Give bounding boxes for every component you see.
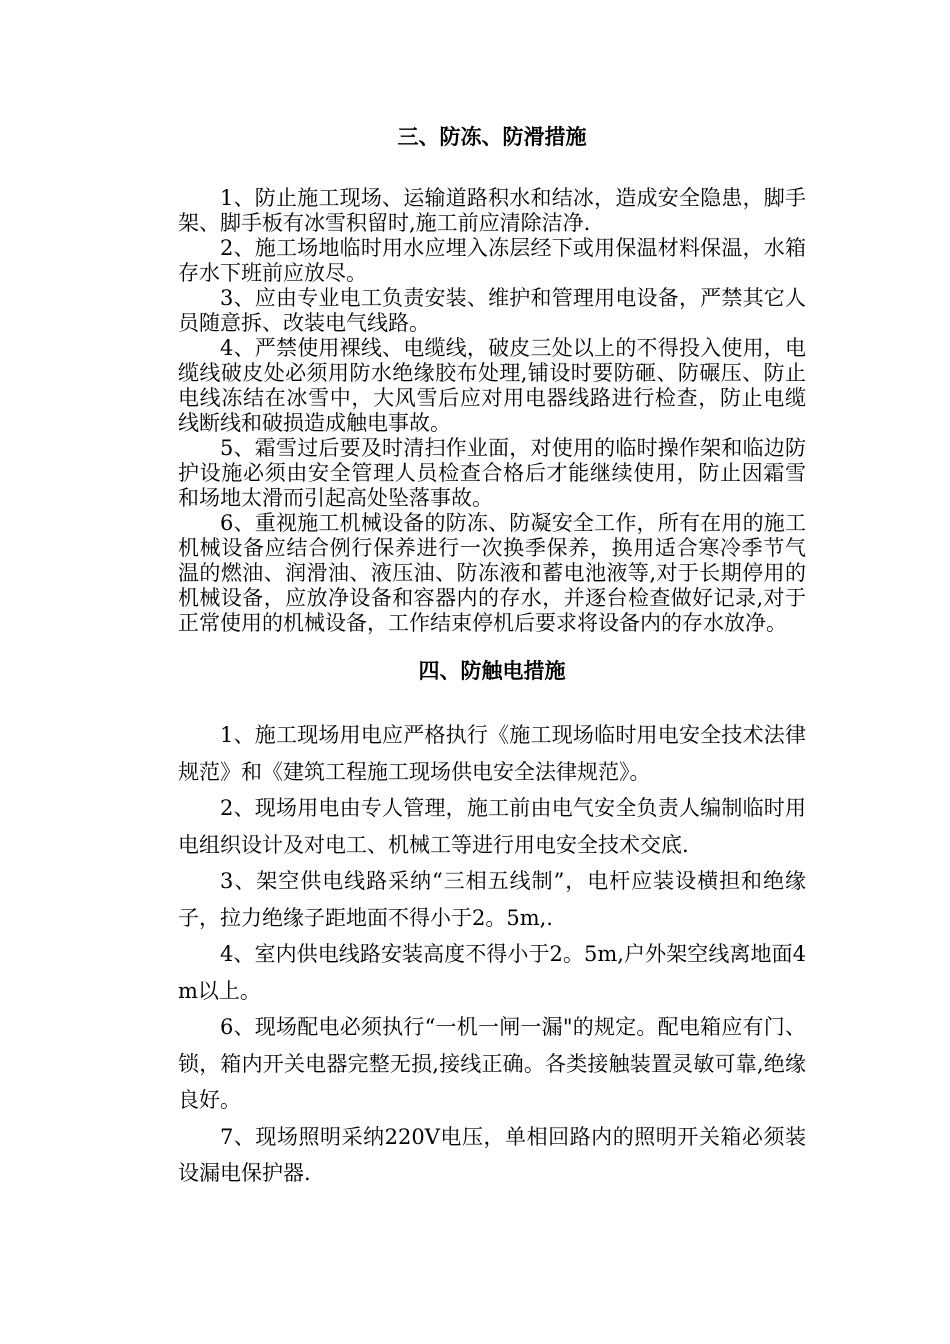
section-body-anti-electric-shock bbox=[178, 717, 806, 1192]
paragraph: 2、施工场地临时用水应埋入冻层经下或用保温材料保温，水箱存水下班前应放尽。 bbox=[178, 236, 806, 285]
paragraph: 4、严禁使用裸线、电缆线，破皮三处以上的不得投入使用，电缆线破皮处必须用防水绝缘胶布处理,铺设时要防砸、防碾压、防止电线冻结在冰雪中，大风雪后应对用电器线路进行检查，防止电缆线断线和破损造成触电事故。 bbox=[178, 336, 806, 435]
paragraph: 5、霜雪过后要及时清扫作业面，对使用的临时操作架和临边防护设施必须由安全管理人员检查合格后才能继续使用，防止因霜雪和场地太滑而引起高处坠落事故。 bbox=[178, 436, 806, 510]
paragraph: 7、现场照明采纳220V电压，单相回路内的照明开关箱必须装设漏电保护器. bbox=[178, 1124, 806, 1185]
paragraph: 3、应由专业电工负责安装、维护和管理用电设备，严禁其它人员随意拆、改装电气线路。 bbox=[178, 286, 806, 335]
section-body-anti-freeze bbox=[178, 186, 806, 636]
paragraph: 1、防止施工现场、运输道路积水和结冰，造成安全隐患，脚手架、脚手板有冰雪积留时,施工前应清除洁净. bbox=[178, 186, 806, 235]
paragraph: 6、重视施工机械设备的防冻、防凝安全工作，所有在用的施工机械设备应结合例行保养进行一次换季保养，换用适合寒冷季节气温的燃油、润滑油、液压油、防冻液和蓄电池液等,对于长期停用的机械设备，应放净设备和容器内的存水，并逐台检查做好记录,对于正常使用的机械设备，工作结束停机后要求将设备内的存水放净。 bbox=[178, 511, 806, 635]
paragraph: 3、架空供电线路采纳“三相五线制”，电杆应装设横担和绝缘子，拉力绝缘子距地面不得小于2。5m,. bbox=[178, 869, 806, 930]
section-heading-anti-freeze: 三、防冻、防滑措施 bbox=[397, 124, 587, 149]
paragraph: 2、现场用电由专人管理，施工前由电气安全负责人编制临时用电组织设计及对电工、机械工等进行用电安全技术交底. bbox=[178, 796, 806, 857]
paragraph: 6、现场配电必须执行“一机一闸一漏"的规定。配电箱应有门、锁，箱内开关电器完整无损,接线正确。各类接触装置灵敏可靠,绝缘良好。 bbox=[178, 1015, 806, 1112]
paragraph: 1、施工现场用电应严格执行《施工现场临时用电安全技术法律规范》和《建筑工程施工现场供电安全法律规范》。 bbox=[178, 723, 806, 784]
section-heading-anti-electric-shock: 四、防触电措施 bbox=[418, 658, 566, 683]
paragraph: 4、室内供电线路安装高度不得小于2。5m,户外架空线离地面4m以上。 bbox=[178, 942, 806, 1003]
